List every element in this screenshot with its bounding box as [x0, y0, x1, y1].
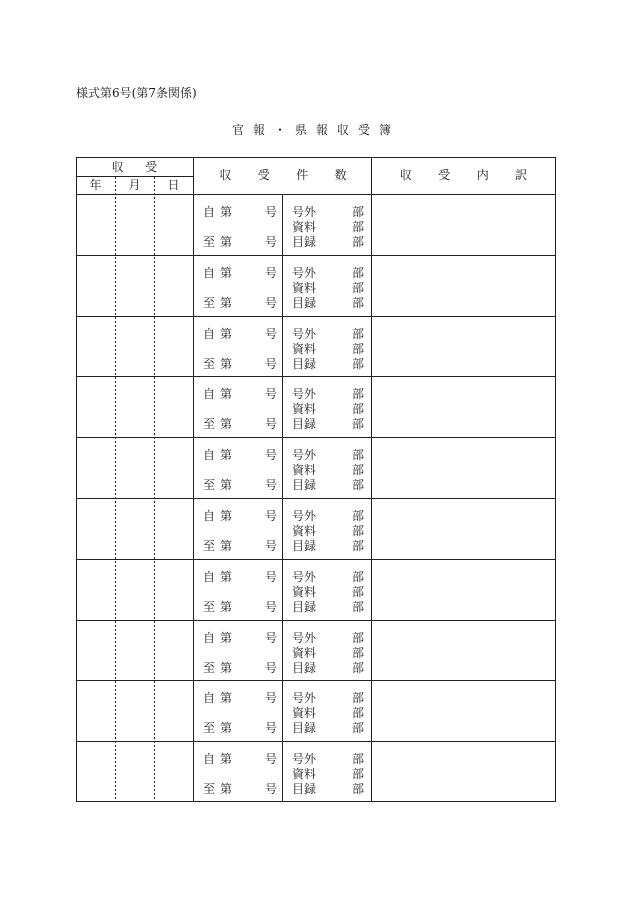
index-label: 目録 — [292, 539, 317, 553]
copies-unit: 部 — [352, 585, 365, 599]
number-prefix: 第 — [220, 691, 233, 705]
issue-suffix: 号 — [265, 448, 278, 462]
number-prefix: 第 — [220, 600, 233, 614]
copies-unit: 部 — [352, 570, 365, 584]
document-title: 官報・県報収受簿 — [231, 123, 400, 137]
material-label: 資料 — [292, 342, 317, 356]
header-count: 収受件数 — [219, 168, 373, 182]
receipt-register-table — [76, 157, 556, 802]
index-label: 目録 — [292, 478, 317, 492]
issue-suffix: 号 — [265, 600, 278, 614]
index-label: 目録 — [292, 600, 317, 614]
from-label: 自 — [203, 691, 216, 705]
issue-suffix: 号 — [265, 387, 278, 401]
number-prefix: 第 — [220, 448, 233, 462]
copies-unit: 部 — [352, 281, 365, 295]
copies-unit: 部 — [352, 327, 365, 341]
copies-unit: 部 — [352, 478, 365, 492]
issue-suffix: 号 — [265, 631, 278, 645]
from-label: 自 — [203, 387, 216, 401]
number-prefix: 第 — [220, 417, 233, 431]
extra-edition-label: 号外 — [292, 631, 317, 645]
extra-edition-label: 号外 — [292, 691, 317, 705]
issue-suffix: 号 — [265, 417, 278, 431]
copies-unit: 部 — [352, 646, 365, 660]
number-prefix: 第 — [220, 509, 233, 523]
copies-unit: 部 — [352, 266, 365, 280]
copies-unit: 部 — [352, 661, 365, 675]
issue-suffix: 号 — [265, 661, 278, 675]
number-prefix: 第 — [220, 752, 233, 766]
copies-unit: 部 — [352, 706, 365, 720]
from-label: 自 — [203, 205, 216, 219]
number-prefix: 第 — [220, 205, 233, 219]
index-label: 目録 — [292, 357, 317, 371]
copies-unit: 部 — [352, 767, 365, 781]
number-prefix: 第 — [220, 357, 233, 371]
from-label: 自 — [203, 266, 216, 280]
issue-suffix: 号 — [265, 721, 278, 735]
to-label: 至 — [203, 539, 216, 553]
to-label: 至 — [203, 296, 216, 310]
index-label: 目録 — [292, 782, 317, 796]
number-prefix: 第 — [220, 721, 233, 735]
material-label: 資料 — [292, 281, 317, 295]
issue-suffix: 号 — [265, 691, 278, 705]
copies-unit: 部 — [352, 691, 365, 705]
number-prefix: 第 — [220, 266, 233, 280]
from-label: 自 — [203, 631, 216, 645]
material-label: 資料 — [292, 220, 317, 234]
copies-unit: 部 — [352, 509, 365, 523]
index-label: 目録 — [292, 661, 317, 675]
material-label: 資料 — [292, 767, 317, 781]
copies-unit: 部 — [352, 463, 365, 477]
from-label: 自 — [203, 448, 216, 462]
number-prefix: 第 — [220, 661, 233, 675]
issue-suffix: 号 — [265, 296, 278, 310]
from-label: 自 — [203, 570, 216, 584]
form-number: 様式第6号(第7条関係) — [76, 86, 197, 100]
extra-edition-label: 号外 — [292, 509, 317, 523]
copies-unit: 部 — [352, 631, 365, 645]
to-label: 至 — [203, 417, 216, 431]
index-label: 目録 — [292, 417, 317, 431]
copies-unit: 部 — [352, 296, 365, 310]
issue-suffix: 号 — [265, 357, 278, 371]
issue-suffix: 号 — [265, 782, 278, 796]
number-prefix: 第 — [220, 235, 233, 249]
extra-edition-label: 号外 — [292, 387, 317, 401]
header-month: 月 — [128, 178, 141, 192]
copies-unit: 部 — [352, 235, 365, 249]
to-label: 至 — [203, 235, 216, 249]
issue-suffix: 号 — [265, 205, 278, 219]
from-label: 自 — [203, 327, 216, 341]
material-label: 資料 — [292, 402, 317, 416]
extra-edition-label: 号外 — [292, 448, 317, 462]
copies-unit: 部 — [352, 357, 365, 371]
extra-edition-label: 号外 — [292, 266, 317, 280]
from-label: 自 — [203, 509, 216, 523]
issue-suffix: 号 — [265, 539, 278, 553]
extra-edition-label: 号外 — [292, 205, 317, 219]
material-label: 資料 — [292, 706, 317, 720]
number-prefix: 第 — [220, 570, 233, 584]
material-label: 資料 — [292, 463, 317, 477]
number-prefix: 第 — [220, 782, 233, 796]
issue-suffix: 号 — [265, 509, 278, 523]
index-label: 目録 — [292, 235, 317, 249]
material-label: 資料 — [292, 524, 317, 538]
issue-suffix: 号 — [265, 752, 278, 766]
extra-edition-label: 号外 — [292, 570, 317, 584]
issue-suffix: 号 — [265, 570, 278, 584]
copies-unit: 部 — [352, 524, 365, 538]
copies-unit: 部 — [352, 539, 365, 553]
issue-suffix: 号 — [265, 235, 278, 249]
index-label: 目録 — [292, 721, 317, 735]
issue-suffix: 号 — [265, 266, 278, 280]
to-label: 至 — [203, 721, 216, 735]
number-prefix: 第 — [220, 296, 233, 310]
header-receipt-group: 収受 — [111, 160, 179, 174]
copies-unit: 部 — [352, 782, 365, 796]
number-prefix: 第 — [220, 631, 233, 645]
copies-unit: 部 — [352, 600, 365, 614]
index-label: 目録 — [292, 296, 317, 310]
copies-unit: 部 — [352, 402, 365, 416]
extra-edition-label: 号外 — [292, 327, 317, 341]
to-label: 至 — [203, 661, 216, 675]
copies-unit: 部 — [352, 205, 365, 219]
material-label: 資料 — [292, 646, 317, 660]
number-prefix: 第 — [220, 327, 233, 341]
issue-suffix: 号 — [265, 478, 278, 492]
to-label: 至 — [203, 782, 216, 796]
header-day: 日 — [167, 178, 180, 192]
header-details: 収受内訳 — [399, 168, 554, 182]
copies-unit: 部 — [352, 752, 365, 766]
number-prefix: 第 — [220, 478, 233, 492]
from-label: 自 — [203, 752, 216, 766]
material-label: 資料 — [292, 585, 317, 599]
extra-edition-label: 号外 — [292, 752, 317, 766]
header-year: 年 — [89, 178, 102, 192]
copies-unit: 部 — [352, 417, 365, 431]
copies-unit: 部 — [352, 448, 365, 462]
to-label: 至 — [203, 478, 216, 492]
number-prefix: 第 — [220, 539, 233, 553]
number-prefix: 第 — [220, 387, 233, 401]
copies-unit: 部 — [352, 721, 365, 735]
to-label: 至 — [203, 600, 216, 614]
to-label: 至 — [203, 357, 216, 371]
copies-unit: 部 — [352, 220, 365, 234]
issue-suffix: 号 — [265, 327, 278, 341]
copies-unit: 部 — [352, 387, 365, 401]
copies-unit: 部 — [352, 342, 365, 356]
